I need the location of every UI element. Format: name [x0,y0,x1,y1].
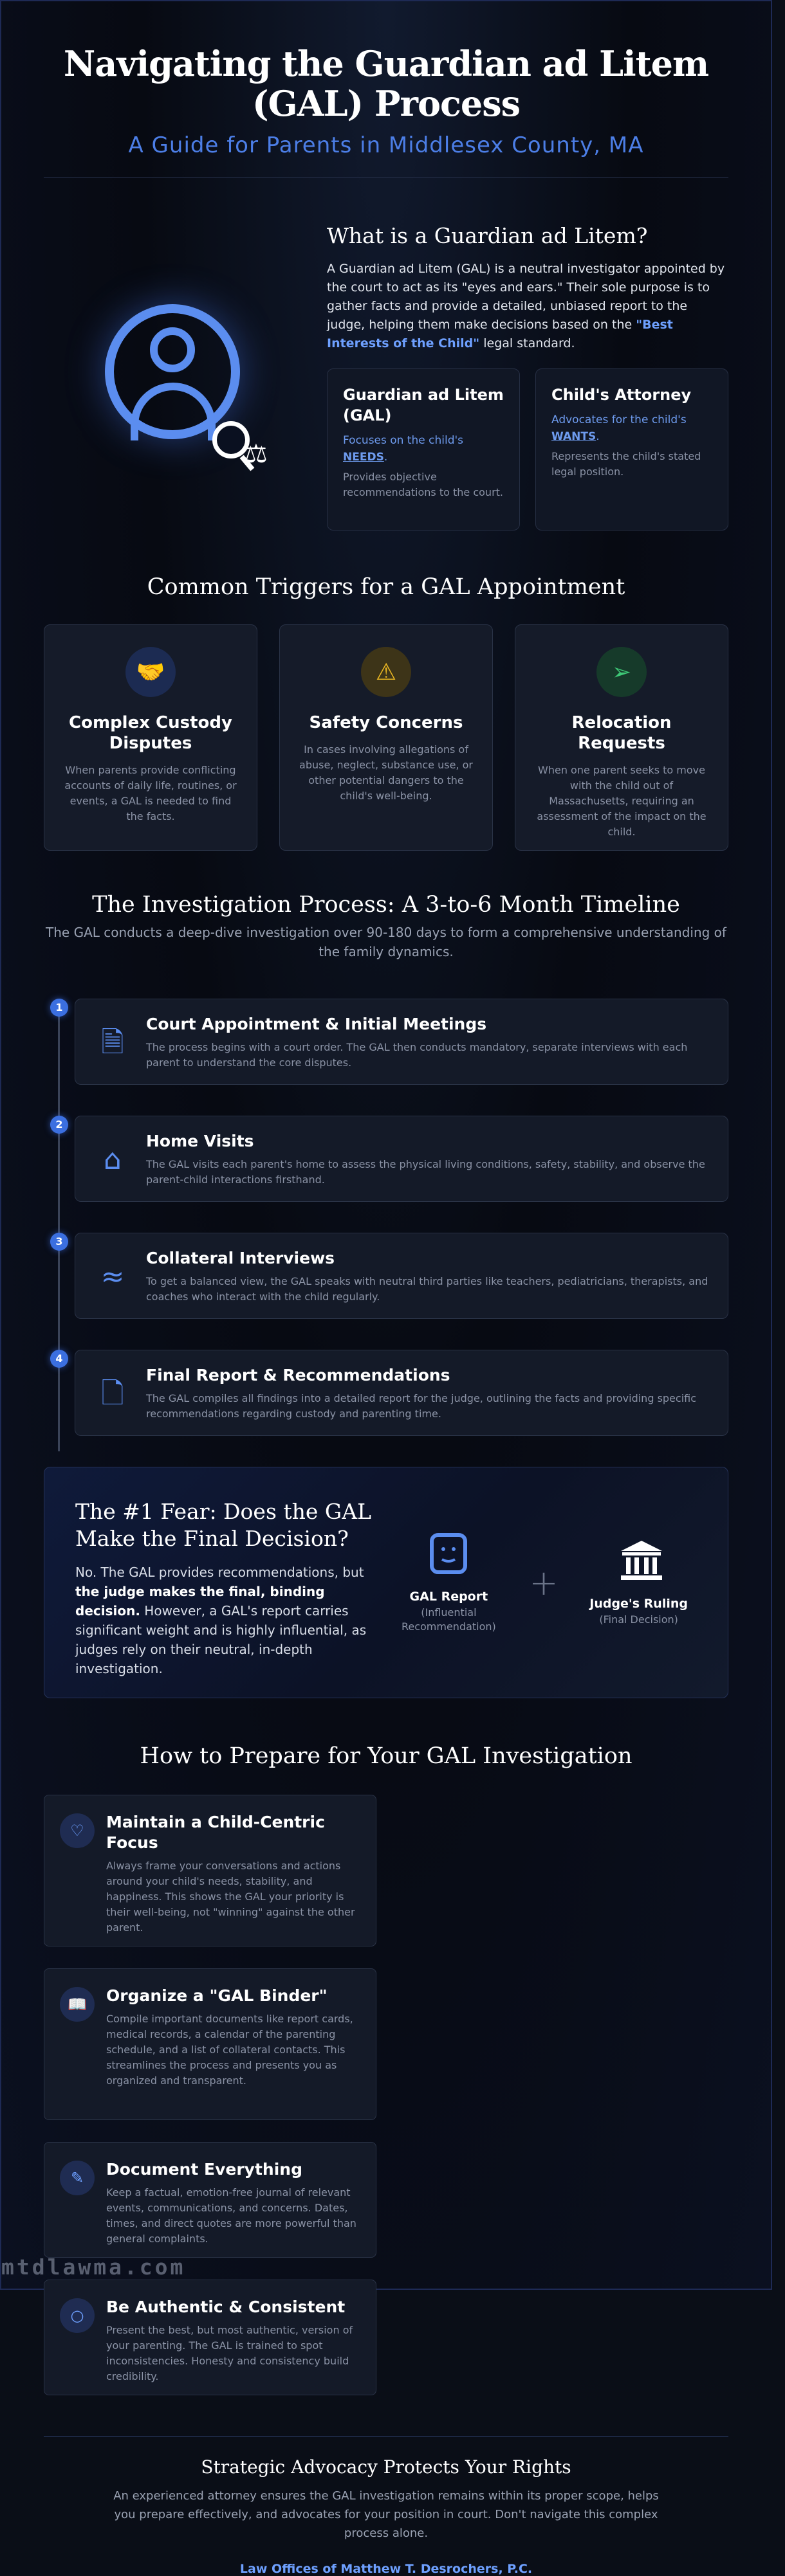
trigger-card-safety: ⚠ Safety Concerns In cases involving allegations of abuse, neglect, substance use, or other potential dangers to the child's well-being. [279,624,493,851]
what-is-gal-section [44,223,728,531]
triggers-section [44,574,728,851]
fear-heading: The #1 Fear: Does the GAL Make the Final Decision? [75,1499,372,1551]
firm-name: Law Offices of Matthew T. Desrochers, P.C. [239,2562,533,2576]
role-card-gal: Guardian ad Litem (GAL) Focuses on the child's NEEDS. Provides objective recommendations to the court. [327,368,520,531]
page-title: Navigating the Guardian ad Litem (GAL) Process [63,43,709,124]
role-title: Child's Attorney [551,386,692,404]
process-heading: The Investigation Process: A 3-to-6 Month Timeline [92,892,680,918]
triggers-heading: Common Triggers for a GAL Appointment [147,574,625,600]
header [44,1,728,158]
what-body: A Guardian ad Litem (GAL) is a neutral investigator appointed by the court to act as its "eyes and ears." Their sole purpose is to gather facts and provide a detailed, unbiased report to the judge, helping them make decisions based on the "Best Interests of the Child" legal standard. [327,262,725,350]
process-subtitle: The GAL conducts a deep-dive investigation over 90-180 days to form a comprehensive understanding of the family dynamics. [46,925,726,959]
warning-icon: ⚠ [361,647,411,697]
plus-icon: + [529,1562,559,1603]
robot-icon [428,1531,469,1576]
judge-ruling-box: Judge's Ruling (Final Decision) [584,1538,694,1627]
prepare-heading: How to Prepare for Your GAL Investigation [140,1743,633,1769]
footer [44,2437,728,2576]
book-icon: 📖 [60,1987,95,2022]
scales-icon: ⚖ [245,439,268,469]
file-icon: 🗋 [101,1377,124,1410]
send-icon: ➢ [596,647,647,697]
decision-visual [378,1498,697,1667]
hands-icon: 🤝 [125,647,176,697]
timeline-step: 4 🗋 Final Report & Recommendations The GAL compiles all findings into a detailed report for the judge, outlining the facts and providing specific recommendations regarding custody and parenting time. [44,1350,728,1436]
watermark: mtdlawma.com [1,2254,186,2280]
document-icon: 🗎 [101,1026,124,1059]
timeline-step: 1 🗎 Court Appointment & Initial Meetings The process begins with a court order. The GAL then conducts mandatory, separate interviews with each parent to understand the core disputes. [44,999,728,1085]
courthouse-icon [618,1538,660,1583]
trigger-card-relocation: ➢ Relocation Requests When one parent seeks to move with the child out of Massachusetts, requiring an assessment of the impact on the child. [515,624,728,851]
gal-illustration [44,223,327,467]
prep-card: ✎ Document Everything Keep a factual, emotion-free journal of relevant events, communications, and concerns. Dates, times, and direct quotes are more powerful than general complaints. [44,2142,376,2258]
gal-report-box: GAL Report (Influential Recommendation) [394,1531,503,1634]
prep-card: ○ Be Authentic & Consistent Present the best, but most authentic, version of your parenting. The GAL is trained to spot inconsistencies. Honesty and consistency build credibility. [44,2280,376,2395]
trigger-card-custody: 🤝 Complex Custody Disputes When parents provide conflicting accounts of daily life, routines, or events, a GAL is needed to find the facts. [44,624,257,851]
timeline [44,999,728,1436]
handshake-icon: ≈ [100,1260,125,1293]
home-icon: ⌂ [104,1143,122,1176]
what-heading: What is a Guardian ad Litem? [327,223,648,248]
page-subtitle: A Guide for Parents in Middlesex County, MA [128,132,644,158]
prep-card: 📖 Organize a "GAL Binder" Compile important documents like report cards, medical records, a calendar of the parenting schedule, and a list of collateral contacts. This streamlines the process and presents you as organized and transparent. [44,1968,376,2120]
footer-body: An experienced attorney ensures the GAL investigation remains within its proper scope, helps you prepare effectively, and advocates for your position in court. Don't navigate this complex process alone. [113,2489,659,2540]
fear-section [44,1467,728,1698]
process-section [44,892,728,1436]
pencil-icon: ✎ [60,2161,95,2195]
circle-icon: ○ [60,2298,95,2333]
heart-icon: ♡ [60,1813,95,1848]
role-card-attorney: Child's Attorney Advocates for the child's WANTS. Represents the child's stated legal position. [535,368,728,531]
timeline-step: 2 ⌂ Home Visits The GAL visits each parent's home to assess the physical living conditions, safety, stability, and observe the parent-child interactions firsthand. [44,1116,728,1202]
role-title: Guardian ad Litem (GAL) [343,386,504,424]
prep-card: ♡ Maintain a Child-Centric Focus Always frame your conversations and actions around your child's needs, stability, and happiness. This shows the GAL your priority is their well-being, not "winning" against the other parent. [44,1795,376,1946]
footer-heading: Strategic Advocacy Protects Your Rights [201,2456,571,2478]
divider [44,177,728,178]
prepare-section [44,1743,728,2395]
fear-body: No. The GAL provides recommendations, but the judge makes the final, binding decision. However, a GAL's report carries significant weight and is highly influential, as judges rely on their neutral, in-depth investigation. [75,1565,367,1676]
person-icon [105,304,240,439]
timeline-step: 3 ≈ Collateral Interviews To get a balanced view, the GAL speaks with neutral third parties like teachers, pediatricians, therapists, and coaches who interact with the child regularly. [44,1233,728,1319]
